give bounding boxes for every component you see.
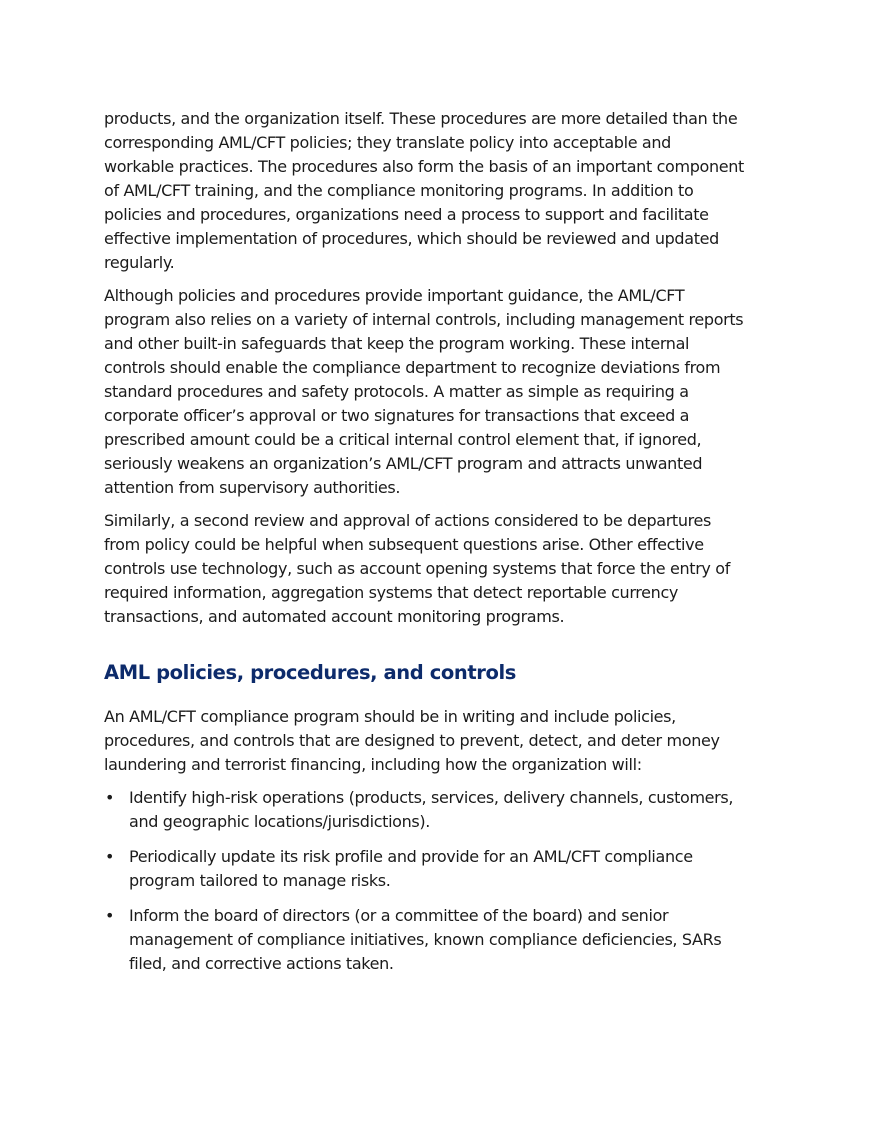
section-heading: AML policies, procedures, and controls — [104, 661, 517, 684]
body-paragraph: products, and the organization itself. These procedures are more detailed than the corresponding AML/CFT policies; they translate policy into acceptable and workable practices. The procedures also form the basis of an important component of AML/CFT training, and the compliance monitoring programs. In addition to policies and procedures, organizations need a process to support and facilitate effective implementation of procedures, which should be reviewed and updated regularly. — [104, 109, 744, 272]
section-intro-paragraph: An AML/CFT compliance program should be in writing and include policies, procedures, and controls that are designed to prevent, detect, and deter money laundering and terrorist financing, including how the organization will: — [104, 707, 720, 774]
list-item-text: Inform the board of directors (or a committee of the board) and senior management of compliance initiatives, known compliance deficiencies, SARs filed, and corrective actions taken. — [129, 906, 722, 973]
document-page — [104, 107, 744, 987]
bullet-icon: • — [105, 847, 115, 866]
bullet-icon: • — [105, 788, 115, 807]
body-paragraph: Similarly, a second review and approval of actions considered to be departures from policy could be helpful when subsequent questions arise. Other effective controls use technology, such as account opening systems that force the entry of required information, aggregation systems that detect reportable currency transactions, and automated account monitoring programs. — [104, 511, 730, 626]
list-item-text: Identify high-risk operations (products, services, delivery channels, customers, and geographic locations/jurisdictions). — [129, 788, 734, 831]
list-item — [104, 904, 744, 976]
list-item — [104, 786, 744, 834]
bullet-list — [104, 786, 744, 976]
list-item-text: Periodically update its risk profile and provide for an AML/CFT compliance program tailored to manage risks. — [129, 847, 693, 890]
list-item — [104, 845, 744, 893]
bullet-icon: • — [105, 906, 115, 925]
body-paragraph: Although policies and procedures provide important guidance, the AML/CFT program also relies on a variety of internal controls, including management reports and other built-in safeguards that keep the program working. These internal controls should enable the compliance department to recognize deviations from standard procedures and safety protocols. A matter as simple as requiring a corporate officer’s approval or two signatures for transactions that exceed a prescribed amount could be a critical internal control element that, if ignored, seriously weakens an organization’s AML/CFT program and attracts unwanted attention from supervisory authorities. — [104, 286, 744, 497]
